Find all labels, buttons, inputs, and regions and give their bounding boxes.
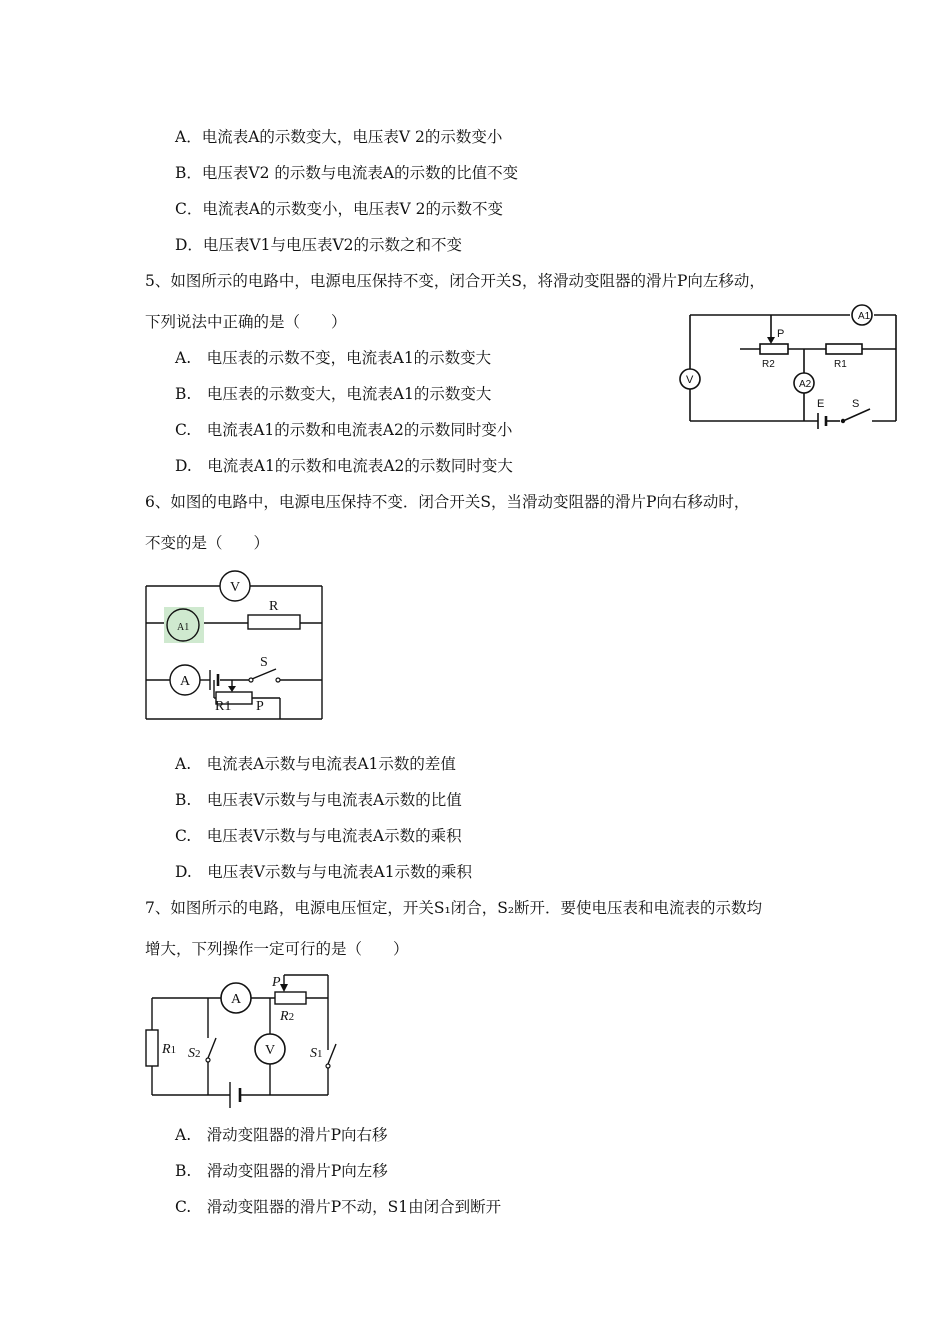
q6-switch-label: S <box>260 655 268 670</box>
q7-resistor-r1 <box>146 1030 158 1066</box>
q5-switch-blade <box>843 409 870 421</box>
q7-switch2-letter: S <box>188 1046 195 1061</box>
q7-stem-line1: 7、如图所示的电路，电源电压恒定，开关S₁闭合，S₂断开．要使电压表和电流表的示数均 <box>145 899 763 917</box>
q4-option-d: D．电压表V1与电压表V2的示数之和不变 <box>175 236 463 254</box>
q7-option-c: C. 滑动变阻器的滑片P不动，S1由闭合到断开 <box>175 1198 502 1216</box>
q5-resistor-r1 <box>826 344 862 354</box>
q5-option-b: B. 电压表的示数变大，电流表A1的示数变大 <box>175 385 492 403</box>
q6-option-b: B. 电压表V示数与与电流表A示数的比值 <box>175 791 462 809</box>
q7-slider-label: P <box>272 975 281 990</box>
q7-switch2-label <box>188 1046 201 1061</box>
q7-rheostat-label <box>279 1009 294 1024</box>
q6-resistor <box>248 615 300 629</box>
q5-option-d: D. 电流表A1的示数和电流表A2的示数同时变大 <box>175 457 513 475</box>
q5-switch-label: S <box>852 398 860 410</box>
q5-rheostat-label: R2 <box>762 359 775 370</box>
q7-resistor-label <box>161 1042 176 1057</box>
q7-voltmeter-label: V <box>265 1043 276 1058</box>
q7-ammeter-label: A <box>231 992 242 1007</box>
q5-stem-line2: 下列说法中正确的是（ ） <box>145 313 347 331</box>
q6-circuit-figure <box>140 568 330 728</box>
q6-voltmeter-label: V <box>230 580 241 595</box>
q4-option-c: C．电流表A的示数变小，电压表V 2的示数不变 <box>175 200 504 218</box>
q6-switch-blade <box>252 669 276 679</box>
q6-slider-arrow <box>228 686 236 692</box>
q7-stem-line2: 增大，下列操作一定可行的是（ ） <box>145 940 409 958</box>
q7-resistor-subscript: 1 <box>170 1044 177 1056</box>
q6-option-d: D. 电压表V示数与与电流表A1示数的乘积 <box>175 863 473 881</box>
q7-circuit-figure <box>140 970 360 1115</box>
q6-resistor-label: R <box>269 599 279 614</box>
q7-switch1-subscript: 1 <box>317 1048 323 1060</box>
q5-option-a: A. 电压表的示数不变，电流表A1的示数变大 <box>175 349 492 367</box>
q7-switch1-letter: S <box>310 1046 317 1061</box>
q7-rheostat-letter: R <box>280 1009 289 1024</box>
q6-stem-line1: 6、如图的电路中，电源电压保持不变．闭合开关S，当滑动变阻器的滑片P向右移动时， <box>145 493 750 511</box>
q5-resistor-label: R1 <box>834 359 847 370</box>
q6-ammeter-a1-label: A1 <box>177 622 190 633</box>
q5-option-c: C. 电流表A1的示数和电流表A2的示数同时变小 <box>175 421 513 439</box>
q5-slider-label: P <box>777 328 785 340</box>
q7-switch2-pivot <box>206 1058 210 1062</box>
q4-option-a: A．电流表A的示数变大，电压表V 2的示数变小 <box>175 128 503 146</box>
q7-rheostat-r2 <box>275 992 306 1004</box>
q6-stem-line2: 不变的是（ ） <box>145 534 270 552</box>
q7-resistor-letter: R <box>162 1042 171 1057</box>
q5-stem-line1: 5、如图所示的电路中，电源电压保持不变，闭合开关S，将滑动变阻器的滑片P向左移动， <box>145 272 765 290</box>
q5-rheostat-r2 <box>760 344 788 354</box>
q6-switch-contact <box>276 678 280 682</box>
q6-slider-label: P <box>256 699 264 714</box>
q5-ammeter-a1-label: A1 <box>858 311 871 322</box>
q5-ammeter-a2-label: A2 <box>799 379 812 390</box>
q7-slider-arrow <box>280 984 288 992</box>
q6-rheostat-label: R1 <box>215 699 232 714</box>
q5-voltmeter-label: V <box>686 374 694 386</box>
q7-switch1-blade <box>328 1044 336 1064</box>
q6-option-c: C. 电压表V示数与与电流表A示数的乘积 <box>175 827 462 845</box>
q5-circuit-figure <box>680 305 910 430</box>
q5-slider-arrow <box>767 337 775 344</box>
q5-source-label: E <box>817 398 825 410</box>
q7-rheostat-subscript: 2 <box>288 1011 295 1023</box>
q7-switch1-pivot <box>326 1064 330 1068</box>
q7-option-a: A. 滑动变阻器的滑片P向右移 <box>175 1126 388 1144</box>
q4-option-b: B．电压表V2 的示数与电流表A的示数的比值不变 <box>175 164 519 182</box>
q7-switch2-blade <box>208 1038 216 1058</box>
q6-option-a: A. 电流表A示数与电流表A1示数的差值 <box>175 755 456 773</box>
q7-switch2-subscript: 2 <box>195 1048 201 1060</box>
q7-option-b: B. 滑动变阻器的滑片P向左移 <box>175 1162 388 1180</box>
q6-ammeter-label: A <box>180 674 191 689</box>
q7-switch1-label <box>310 1046 323 1061</box>
